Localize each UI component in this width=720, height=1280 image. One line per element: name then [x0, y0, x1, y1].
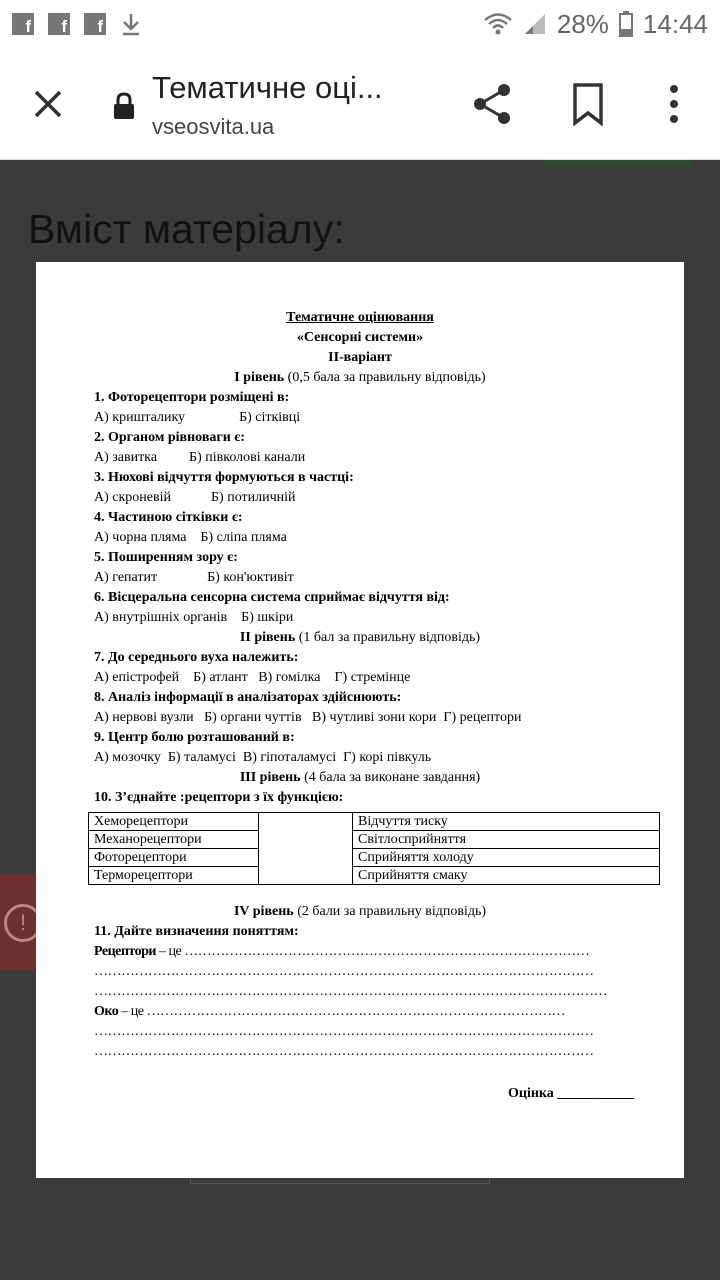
question-7: 7. До середнього вуха належить:: [94, 650, 299, 665]
answers-5: А) гепатит Б) кон'юктивіт: [94, 570, 294, 585]
table-row: [89, 813, 660, 831]
table-cell: Терморецептори: [89, 867, 259, 885]
signal-icon: [523, 12, 547, 36]
banner-edge: [544, 160, 692, 166]
clock: 14:44: [642, 8, 708, 39]
page-title: Тематичне оці...: [152, 70, 383, 105]
question-6: 6. Вісцеральна сенсорна система сприймає відчуття від:: [94, 590, 450, 605]
question-2: 2. Органом рівноваги є:: [94, 430, 246, 445]
battery-level: 28%: [556, 8, 609, 39]
download-icon: [120, 12, 142, 36]
doc-variant: ІІ-варіант: [328, 350, 392, 365]
definition-line: …………………………………………………………………………………………………: [94, 1044, 594, 1059]
definition-eye: Око – це …………………………………………………………………………………: [94, 1004, 565, 1019]
matching-table: [88, 812, 660, 885]
doc-subtitle: «Сенсорні системи»: [296, 330, 424, 345]
page-url: vseosvita.ua: [152, 114, 275, 139]
answers-6: А) внутрішніх органів Б) шкіри: [94, 610, 294, 625]
answers-3: А) скроневій Б) потиличній: [94, 490, 296, 505]
level-4-heading: ІV рівень (2 бали за правильну відповідь): [233, 904, 487, 919]
facebook-icon: f: [12, 13, 34, 35]
table-cell: Механорецептори: [89, 831, 259, 849]
facebook-icon: f: [84, 13, 106, 35]
table-cell: Фоторецептори: [89, 849, 259, 867]
status-bar: [0, 0, 720, 48]
custom-tab-toolbar: [0, 48, 720, 160]
definition-line: ……………………………………………………………………………………………………: [94, 984, 607, 999]
answers-7: А) епістрофей Б) атлант В) гомілка Г) стремінце: [94, 670, 411, 685]
facebook-icon: f: [48, 13, 70, 35]
definition-line: …………………………………………………………………………………………………: [94, 964, 594, 979]
level-1-heading: І рівень (0,5 бала за правильну відповідь): [234, 370, 486, 385]
table-cell: Хеморецептори: [89, 813, 259, 831]
level-3-heading: ІІІ рівень (4 бала за виконане завдання): [239, 770, 481, 785]
table-row: [89, 831, 660, 849]
table-cell: Відчуття тиску: [353, 813, 660, 831]
table-cell: Світлосприйняття: [353, 831, 660, 849]
question-5: 5. Поширенням зору є:: [94, 550, 238, 565]
answers-4: А) чорна пляма Б) сліпа пляма: [94, 530, 287, 545]
alert-icon[interactable]: !: [4, 904, 42, 942]
definition-line: …………………………………………………………………………………………………: [94, 1024, 594, 1039]
share-icon[interactable]: [470, 82, 514, 126]
more-options-icon[interactable]: [664, 84, 684, 124]
table-row: [89, 849, 660, 867]
document-image: [36, 262, 684, 1178]
answers-8: А) нервові вузли Б) органи чуттів В) чутливі зони кори Г) рецептори: [94, 710, 522, 725]
battery-icon: [619, 11, 633, 37]
bookmark-icon[interactable]: [570, 82, 606, 126]
level-2-heading: ІІ рівень (1 бал за правильну відповідь): [239, 630, 481, 645]
question-8: 8. Аналіз інформації в аналізаторах здійснюють:: [94, 690, 402, 705]
question-4: 4. Частиною сітківки є:: [94, 510, 243, 525]
lock-icon: [112, 92, 136, 120]
doc-title: Тематичне оцінювання: [286, 310, 434, 325]
question-3: 3. Нюхові відчуття формуються в частці:: [94, 470, 354, 485]
question-10: 10. З’єднайте :рецептори з їх функцією:: [94, 790, 344, 805]
table-cell: Сприйняття холоду: [353, 849, 660, 867]
question-1: 1. Фоторецептори розміщені в:: [94, 390, 290, 405]
answers-2: А) завитка Б) півколові канали: [94, 450, 306, 465]
content-heading: Вміст матеріалу:: [28, 206, 345, 252]
answers-1: А) кришталику Б) сітківці: [94, 410, 301, 425]
close-icon[interactable]: [28, 84, 68, 124]
wifi-icon: [483, 12, 513, 36]
grade-field: Оцінка ___________: [508, 1086, 635, 1101]
question-9: 9. Центр болю розташований в:: [94, 730, 295, 745]
table-row: [89, 867, 660, 885]
table-cell-empty: [259, 813, 353, 885]
definition-receptors: Рецептори – це ………………………………………………………………………………: [94, 944, 590, 959]
table-cell: Сприйняття смаку: [353, 867, 660, 885]
answers-9: А) мозочку Б) таламусі В) гіпоталамусі Г) корі півкуль: [94, 750, 432, 765]
question-11: 11. Дайте визначення поняттям:: [94, 924, 299, 939]
